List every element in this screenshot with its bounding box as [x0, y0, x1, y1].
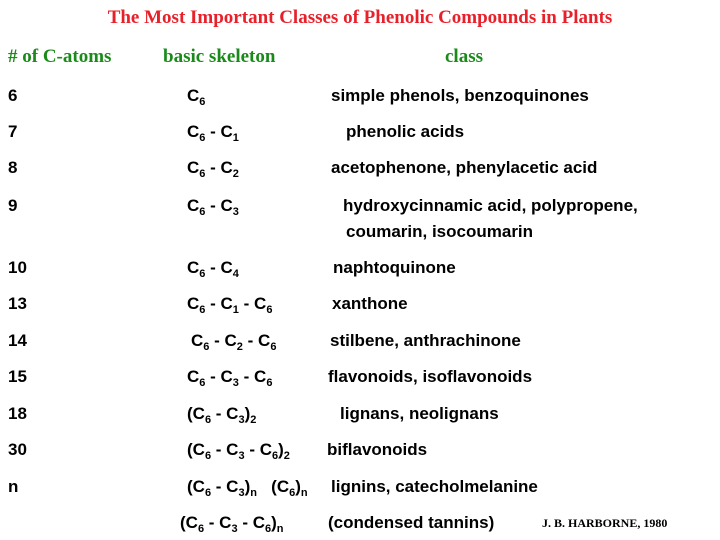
carbon-atoms-cell: 15 — [8, 367, 27, 386]
class-cell: flavonoids, isoflavonoids — [328, 367, 533, 386]
class-cell: (condensed tannins) — [328, 513, 495, 532]
basic-skeleton-cell: $C_6 - C_3$ — [187, 196, 239, 218]
class-cell: acetophenone, phenylacetic acid — [331, 158, 598, 177]
carbon-atoms-cell: n — [8, 477, 19, 496]
class-cell: lignins, catecholmelanine — [331, 477, 538, 496]
class-cell-continuation: coumarin, isocoumarin — [346, 222, 534, 241]
carbon-atoms-cell: 7 — [8, 122, 18, 141]
carbon-atoms-cell: 10 — [8, 258, 27, 277]
basic-skeleton-cell: $C_6 - C_3 - C_6$ — [187, 367, 273, 389]
class-cell: xanthone — [332, 294, 408, 313]
class-cell: biflavonoids — [327, 440, 428, 459]
class-cell: hydroxycinnamic acid, polypropene, — [343, 196, 638, 215]
basic-skeleton-cell: $(C_6 - C_3)_2$ — [187, 404, 257, 426]
basic-skeleton-cell: $C_6$ — [187, 86, 206, 108]
basic-skeleton-cell: $(C_6 - C_3)_n$ $(C_6)_n$ — [187, 477, 308, 499]
basic-skeleton-cell: $C_6 - C_2 - C_6$ — [191, 331, 277, 353]
carbon-atoms-cell: 13 — [8, 294, 27, 313]
slide-title: The Most Important Classes of Phenolic Compounds in Plants — [107, 7, 613, 28]
carbon-atoms-cell: 18 — [8, 404, 27, 423]
source-credit: J. B. HARBORNE, 1980 — [542, 516, 668, 530]
header-carbon-atoms: # of C-atoms — [8, 46, 112, 67]
carbon-atoms-cell: 14 — [8, 331, 27, 350]
class-cell: lignans, neolignans — [340, 404, 499, 423]
basic-skeleton-cell: $(C_6 - C_3 - C_6)_n$ — [180, 513, 284, 535]
header-basic-skeleton: basic skeleton — [163, 46, 276, 67]
basic-skeleton-cell: $C_6 - C_4$ — [187, 258, 239, 280]
basic-skeleton-cell: $C_6 - C_2$ — [187, 158, 239, 180]
carbon-atoms-cell: 9 — [8, 196, 18, 215]
basic-skeleton-cell: $C_6 - C_1 - C_6$ — [187, 294, 273, 316]
basic-skeleton-cell: $C_6 - C_1$ — [187, 122, 239, 144]
class-cell: phenolic acids — [346, 122, 465, 141]
header-class: class — [445, 46, 483, 67]
class-cell: naphtoquinone — [333, 258, 456, 277]
basic-skeleton-cell: $(C_6 - C_3 - C_6)_2$ — [187, 440, 290, 462]
class-cell: stilbene, anthrachinone — [330, 331, 521, 350]
carbon-atoms-cell: 6 — [8, 86, 18, 105]
carbon-atoms-cell: 30 — [8, 440, 27, 459]
carbon-atoms-cell: 8 — [8, 158, 18, 177]
class-cell: simple phenols, benzoquinones — [331, 86, 589, 105]
